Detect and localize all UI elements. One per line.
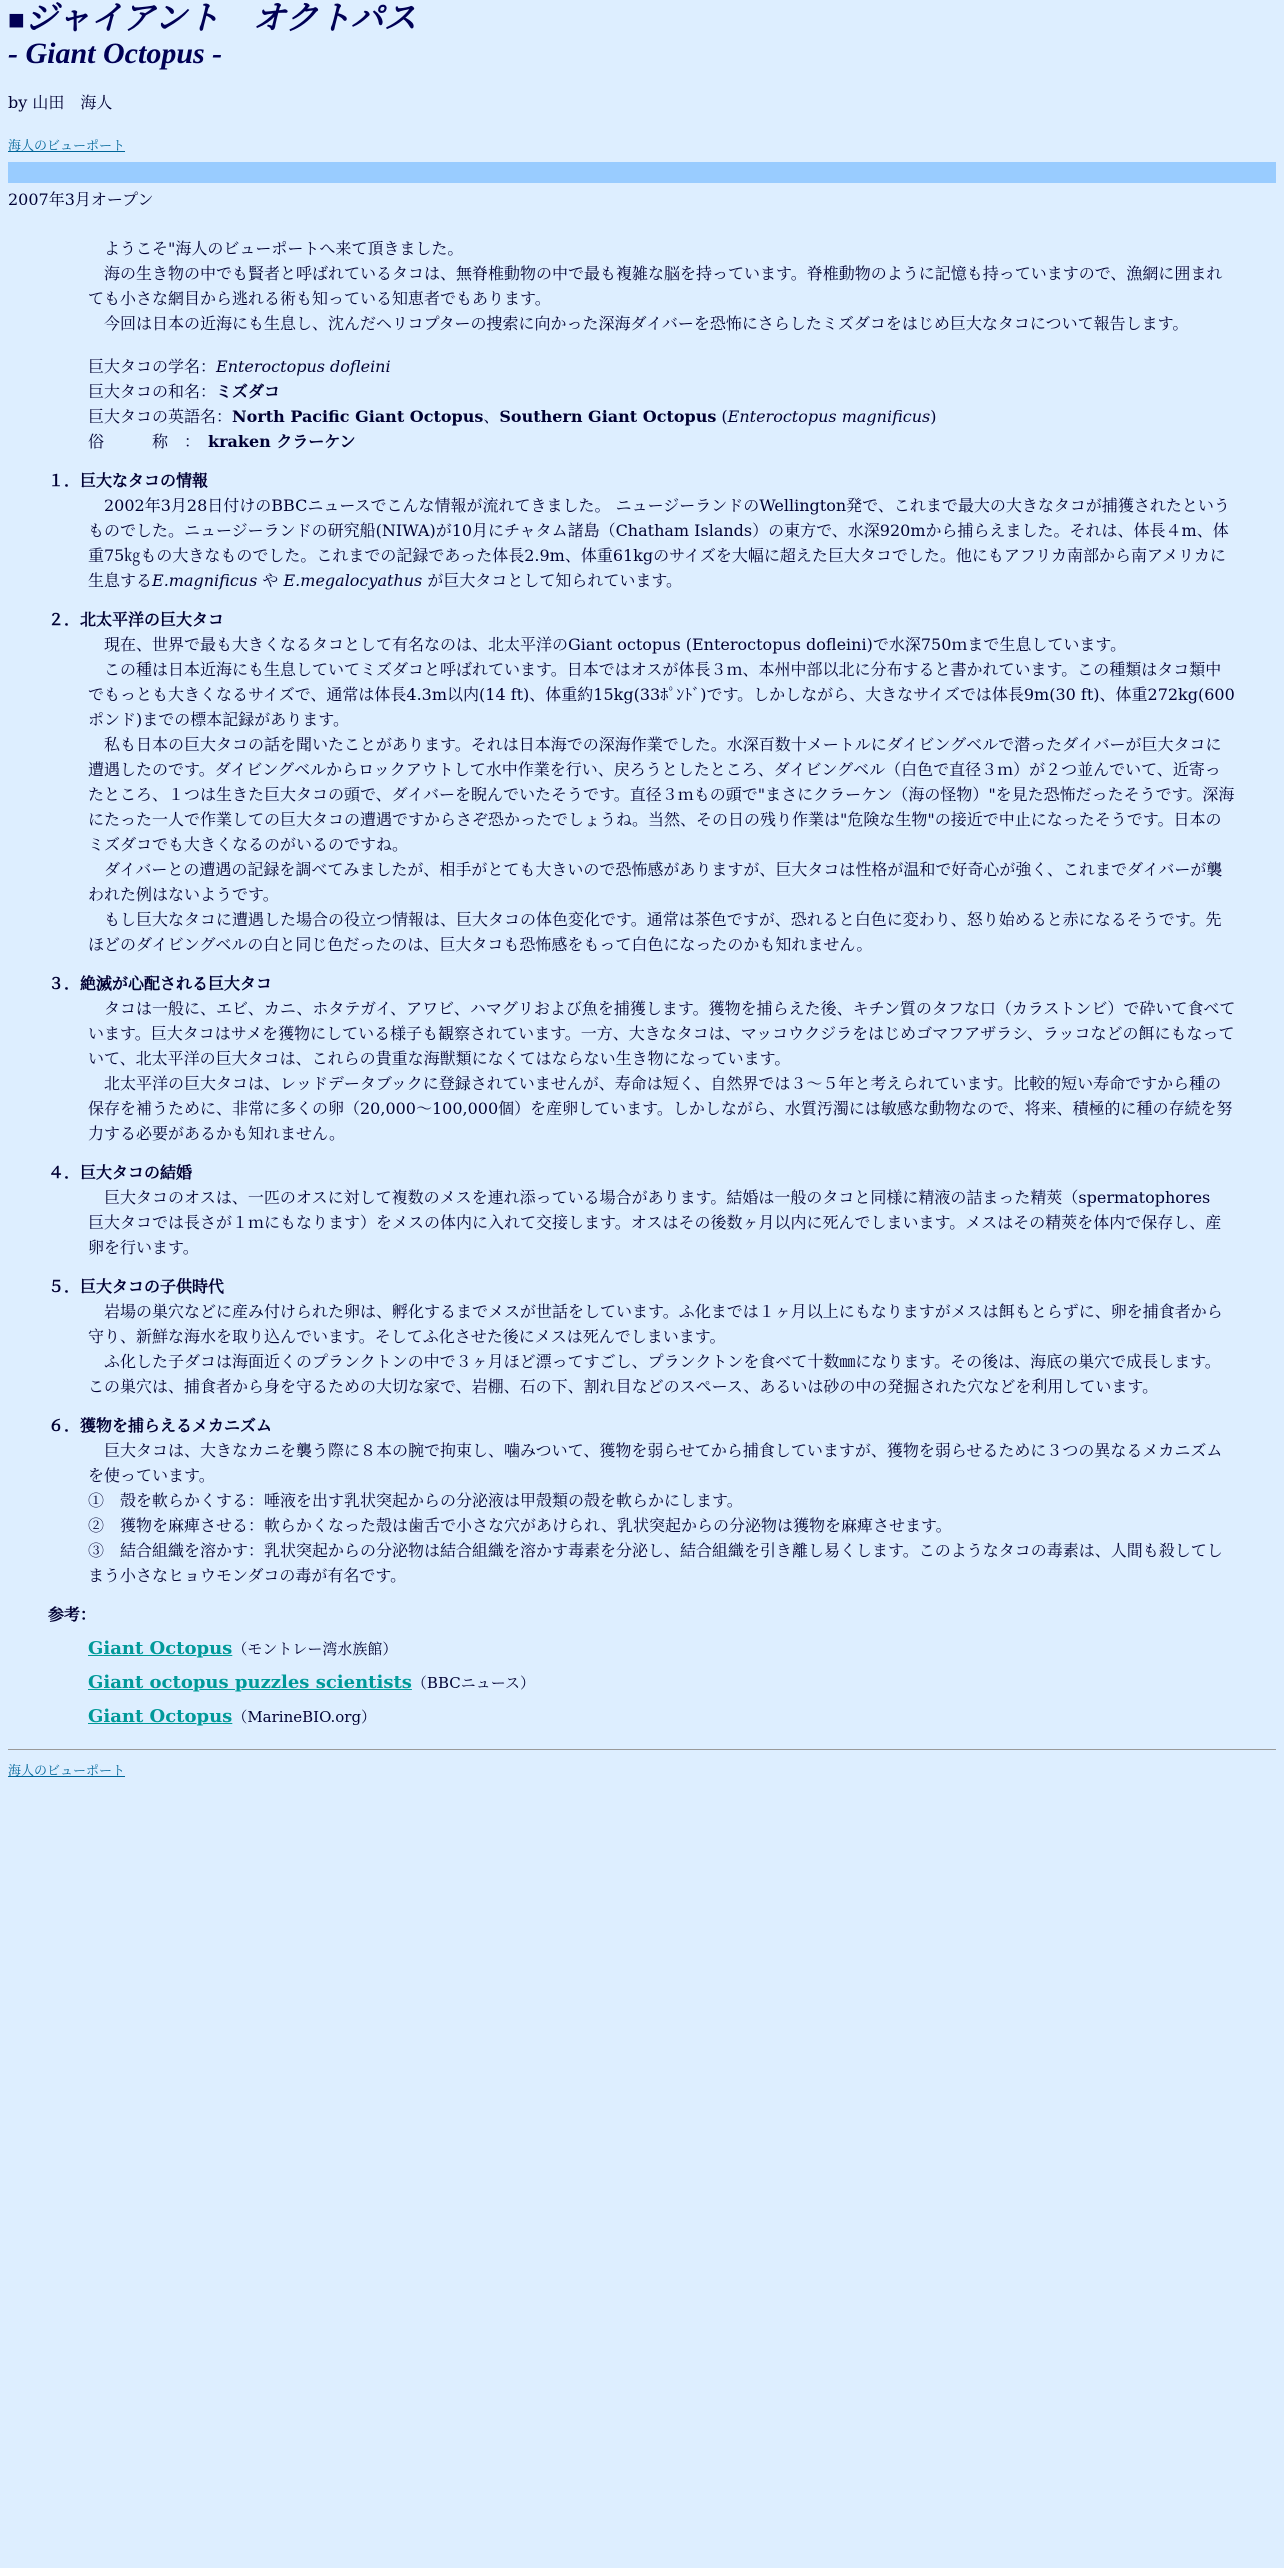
fact-alias: 俗 称 ： kraken クラーケン (88, 432, 356, 451)
home-link-top[interactable]: 海人のビューポート (8, 139, 126, 154)
reference-note: （MarineBIO.org） (232, 1708, 377, 1726)
references (48, 1602, 1276, 1727)
reference-note: （BBCニュース） (411, 1674, 535, 1692)
fact-japanese-name: 巨大タコの和名：ミズダコ (88, 382, 281, 401)
list-item: ② 獲物を麻痺させる：軟らかくなった殻は歯舌で小さな穴があけられ、乳状突起からの分泌物は獲物を麻痺させます。 (88, 1516, 952, 1535)
fact-english-name: 巨大タコの英語名：North Pacific Giant Octopus、Southern Giant Octopus (Enteroctopus magnificus) (88, 407, 937, 426)
section-heading: ５．巨大タコの子供時代 (48, 1277, 225, 1296)
section-heading: ６．獲物を捕らえるメカニズム (48, 1416, 273, 1435)
section-paragraph: この種は日本近海にも生息していてミズダコと呼ばれています。日本ではオスが体長３ｍ、本州中部以北に分布すると書かれています。この種類はタコ類中でもっとも大きくなるサイズで、通常は体長4.3m以内(14 ft)、体重約15kg(33ﾎﾟﾝﾄﾞ)です。しかしながら、大きなサイズでは体長9m(30 ft)、体重272kg(600ポンド)までの標本記録があります。 (88, 660, 1235, 729)
open-date: 2007年3月オープン (8, 190, 154, 209)
section-heading: ２．北太平洋の巨大タコ (48, 610, 225, 629)
reference-link[interactable]: Giant Octopus (88, 1638, 233, 1659)
section-paragraph: 私も日本の巨大タコの話を聞いたことがあります。それは日本海での深海作業でした。水深百数十メートルにダイビングベルで潜ったダイバーが巨大タコに遭遇したのです。ダイビングベルからロックアウトして水中作業を行い、戻ろうとしたところ、ダイビングベル（白色で直径３ｍ）が２つ並んでいて、近寄ったところ、１つは生きた巨大タコの頭で、ダイバーを睨んでいたそうです。直径３ｍもの頭で"まさにクラーケン（海の怪物）"を見た恐怖だったそうです。深海にたった一人で作業しての巨大タコの遭遇ですからさぞ恐かったでしょうね。当然、その日の残り作業は"危険な生物"の接近で中止になったそうです。日本のミズダコでも大きくなるのがいるのですね。 (88, 735, 1235, 854)
facts (88, 354, 1276, 454)
section-6 (48, 1413, 1236, 1588)
reference-item (88, 1673, 1276, 1693)
reference-item (88, 1707, 1276, 1727)
section-paragraph: 北太平洋の巨大タコは、レッドデータブックに登録されていませんが、寿命は短く、自然界では３～５年と考えられています。比較的短い寿命ですから種の保存を補うために、非常に多くの卵（20,000～100,000個）を産卵しています。しかしながら、水質汚濁には敏感な動物なので、将来、積極的に種の存続を努力する必要があるかも知れません。 (88, 1074, 1233, 1143)
section-heading: ３．絶滅が心配される巨大タコ (48, 974, 273, 993)
page-subtitle: - Giant Octopus - (8, 37, 223, 70)
section-paragraph: 巨大タコは、大きなカニを襲う際に８本の腕で拘束し、噛みついて、獲物を弱らせてから捕食していますが、獲物を弱らせるために３つの異なるメカニズムを使っています。 (88, 1441, 1223, 1485)
section-paragraph: 岩場の巣穴などに産み付けられた卵は、孵化するまでメスが世話をしています。ふ化までは１ヶ月以上にもなりますがメスは餌もとらずに、卵を捕食者から守り、新鮮な海水を取り込んでいます。そしてふ化させた後にメスは死んでしまいます。 (88, 1302, 1223, 1346)
section-paragraph: ダイバーとの遭遇の記録を調べてみましたが、相手がとても大きいので恐怖感がありますが、巨大タコは性格が温和で好奇心が強く、これまでダイバーが襲われた例はないようです。 (88, 860, 1223, 904)
section-paragraph: 巨大タコのオスは、一匹のオスに対して複数のメスを連れ添っている場合があります。結婚は一般のタコと同様に精液の詰まった精莢（spermatophores 巨大タコでは長さが１ｍにもなります）をメスの体内に入れて交接します。オスはその後数ヶ月以内に死んでしまいます。メスはその精莢を体内で保存し、産卵を行います。 (88, 1188, 1227, 1257)
section-heading: １．巨大なタコの情報 (48, 471, 209, 490)
reference-link[interactable]: Giant Octopus (88, 1706, 233, 1727)
section-2 (48, 607, 1236, 957)
author: by 山田 海人 (8, 93, 113, 112)
reference-item (88, 1639, 1276, 1659)
title-text: ジャイアント オクトパス (24, 1, 417, 37)
section-4 (48, 1160, 1236, 1260)
list-item: ① 殻を軟らかくする：唾液を出す乳状突起からの分泌液は甲殻類の殻を軟らかにします。 (88, 1491, 743, 1510)
intro (88, 236, 1226, 336)
intro-paragraph: ようこそ"海人のビューポートへ来て頂きました。 (104, 239, 464, 258)
section-paragraph: 現在、世界で最も大きくなるタコとして有名なのは、北太平洋のGiant octopus (Enteroctopus dofleini)で水深750ｍまで生息しています。 (104, 635, 1127, 654)
section-heading: ４．巨大タコの結婚 (48, 1163, 193, 1182)
section-paragraph: もし巨大なタコに遭遇した場合の役立つ情報は、巨大タコの体色変化です。通常は茶色ですが、恐れると白色に変わり、怒り始めると赤になるそうです。先ほどのダイビングベルの白と同じ色だったのは、巨大タコも恐怖感をもって白色になったのかも知れません。 (88, 910, 1222, 954)
references-heading: 参考： (48, 1605, 97, 1624)
page-title (8, 0, 1276, 38)
section-paragraph: 2002年3月28日付けのBBCニュースでこんな情報が流れてきました。 ニュージーランドのWellington発で、これまで最大の大きなタコが捕獲されたというものでした。ニュージーランドの研究船(NIWA)が10月にチャタム諸島（Chatham Islands）の東方で、水深920mから捕らえました。それは、体長４m、体重75㎏もの大きなものでした。これまでの記録であった体長2.9m、体重61kgのサイズを大幅に超えた巨大タコでした。他にもアフリカ南部から南アメリカに生息するE.magnificus や E.megalocyathus が巨大タコとして知られています。 (88, 496, 1230, 590)
divider (8, 1749, 1276, 1750)
intro-paragraph: 今回は日本の近海にも生息し、沈んだヘリコプターの捜索に向かった深海ダイバーを恐怖にさらしたミズダコをはじめ巨大なタコについて報告します。 (104, 314, 1189, 333)
section-1 (48, 468, 1236, 593)
square-icon: ■ (8, 5, 25, 36)
home-link-bottom[interactable]: 海人のビューポート (8, 1764, 126, 1779)
fact-scientific-name: 巨大タコの学名：Enteroctopus dofleini (88, 357, 391, 376)
section-paragraph: タコは一般に、エビ、カニ、ホタテガイ、アワビ、ハマグリおよび魚を捕獲します。獲物を捕らえた後、キチン質のタフな口（カラストンビ）で砕いて食べています。巨大タコはサメを獲物にしている様子も観察されています。一方、大きなタコは、マッコウクジラをはじめゴマフアザラシ、ラッコなどの餌にもなっていて、北太平洋の巨大タコは、これらの貴重な海獣類になくてはならない生き物になっています。 (88, 999, 1236, 1068)
section-3 (48, 971, 1236, 1146)
intro-paragraph: 海の生き物の中でも賢者と呼ばれているタコは、無脊椎動物の中で最も複雑な脳を持っています。脊椎動物のように記憶も持っていますので、漁網に囲まれても小さな網目から逃れる術も知っている知恵者でもあります。 (88, 264, 1223, 308)
header-bar (8, 162, 1276, 183)
list-item: ③ 結合組織を溶かす：乳状突起からの分泌物は結合組織を溶かす毒素を分泌し、結合組織を引き離し易くします。このようなタコの毒素は、人間も殺してしまう小さなヒョウモンダコの毒が有名です。 (88, 1541, 1223, 1585)
section-5 (48, 1274, 1236, 1399)
section-paragraph: ふ化した子ダコは海面近くのプランクトンの中で３ヶ月ほど漂ってすごし、プランクトンを食べて十数㎜になります。その後は、海底の巣穴で成長します。この巣穴は、捕食者から身を守るための大切な家で、岩棚、石の下、割れ目などのスペース、あるいは砂の中の発掘された穴などを利用しています。 (88, 1352, 1221, 1396)
reference-note: （モントレー湾水族館） (232, 1640, 398, 1658)
reference-link[interactable]: Giant octopus puzzles scientists (88, 1672, 412, 1693)
